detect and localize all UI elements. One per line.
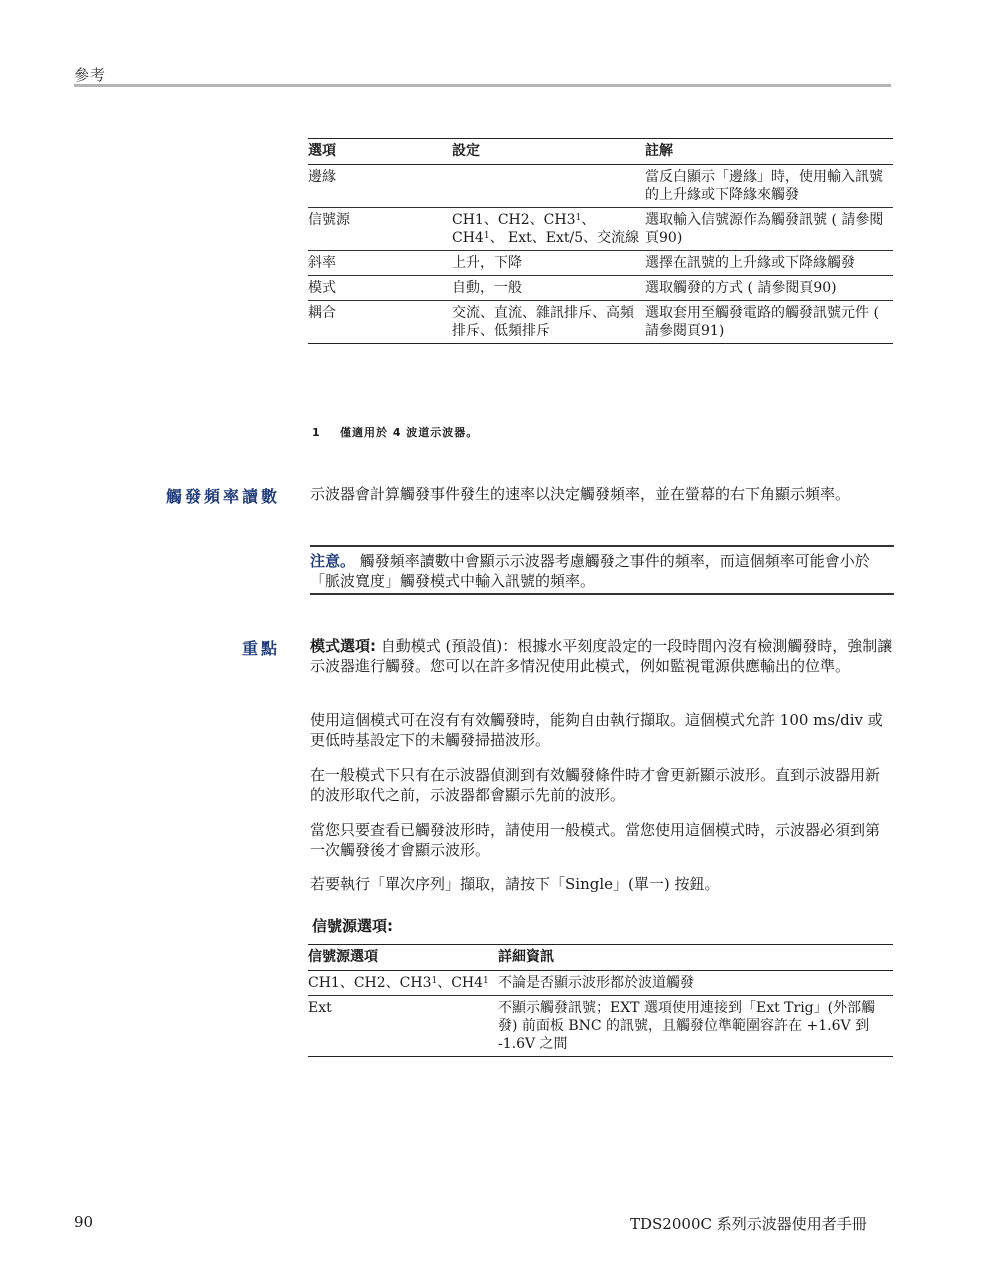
note-bottom-rule — [310, 593, 894, 595]
setting-cell: CH1、CH2、$CH3^1$、$CH4^1$、 Ext、Ext/5、交流線 — [452, 212, 640, 246]
running-header: 參考 — [74, 66, 107, 84]
header-rule — [74, 84, 891, 87]
mode-options-text: 自動模式 (預設值)：根據水平刻度設定的一段時間內沒有檢測觸發時，強制讓示波器進行觸發。您可以在許多情況使用此模式，例如監視電源供應輸出的位準。 — [310, 637, 893, 675]
table-row — [308, 276, 893, 301]
table-header-row — [308, 945, 893, 971]
column-header: 設定 — [452, 143, 480, 159]
note-cell: 選擇在訊號的上升緣或下降緣觸發 — [645, 255, 855, 271]
note-text: 觸發頻率讀數中會顯示示波器考慮觸發之事件的頻率，而這個頻率可能會小於「脈波寬度」觸發模式中輸入訊號的頻率。 — [310, 552, 870, 590]
detail-cell: 不顯示觸發訊號；EXT 選項使用連接到「Ext Trig」(外部觸發) 前面板 BNC 的訊號，且觸發位準範圍容許在 +1.6V 到 -1.6V 之間 — [498, 1000, 876, 1052]
footnote-ref: 1 — [575, 213, 582, 223]
footnote-text: 僅適用於 4 波道示波器。 — [339, 426, 479, 439]
option-cell: 信號源 — [308, 212, 350, 228]
normal-mode-paragraph: 在一般模式下只有在示波器偵測到有效觸發條件時才會更新顯示波形。直到示波器用新的波形取代之前，示波器都會顯示先前的波形。 — [310, 766, 881, 804]
footnote-ref: 1 — [483, 231, 490, 241]
column-header: 註解 — [645, 143, 673, 159]
source-cell: Ext — [308, 1000, 332, 1016]
source-cell: CH1、CH2、$CH3^1$、$CH4^1$ — [308, 975, 489, 991]
note-cell: 選取觸發的方式 ( 請參閱頁90) — [645, 280, 837, 296]
source-options-heading: 信號源選項: — [312, 917, 393, 935]
auto-mode-paragraph: 使用這個模式可在沒有有效觸發時，能夠自由執行擷取。這個模式允許 100 ms/div 或更低時基設定下的未觸發掃描波形。 — [310, 711, 883, 749]
table-row — [308, 208, 893, 251]
column-header: 信號源選項 — [308, 949, 378, 965]
table-footnote — [312, 424, 478, 440]
note-top-rule — [310, 545, 894, 547]
setting-cell: 自動，一般 — [452, 280, 522, 296]
setting-cell: 上升，下降 — [452, 255, 522, 271]
detail-cell: 不論是否顯示波形都於波道觸發 — [498, 975, 694, 991]
note-cell: 選取套用至觸發電路的觸發訊號元件 ( 請參閱頁91) — [645, 305, 879, 339]
table-row — [308, 165, 893, 208]
manual-title: TDS2000C 系列示波器使用者手冊 — [630, 1215, 867, 1233]
trigger-frequency-paragraph: 示波器會計算觸發事件發生的速率以決定觸發頻率，並在螢幕的右下角顯示頻率。 — [310, 485, 851, 503]
footnote-marker: 1 — [312, 426, 321, 439]
table-row — [308, 996, 893, 1057]
option-cell: 耦合 — [308, 305, 336, 321]
mode-options-paragraph — [310, 636, 894, 676]
normal-mode-usage-paragraph: 當您只要查看已觸發波形時，請使用一般模式。當您使用這個模式時，示波器必須到第一次觸發後才會顯示波形。 — [310, 821, 881, 859]
page-number: 90 — [74, 1213, 94, 1231]
single-sequence-paragraph: 若要執行「單次序列」擷取，請按下「Single」(單一) 按鈕。 — [310, 875, 720, 893]
trigger-options-table — [308, 138, 893, 344]
table-row — [308, 251, 893, 276]
note-cell: 當反白顯示「邊緣」時，使用輸入訊號的上升緣或下降緣來觸發 — [645, 169, 883, 203]
note-label: 注意。 — [310, 552, 356, 570]
setting-cell — [452, 165, 645, 208]
column-header: 詳細資訊 — [498, 949, 554, 965]
table-header-row — [308, 139, 893, 165]
column-header: 選項 — [308, 143, 336, 159]
mode-options-label: 模式選項: — [310, 637, 376, 655]
note-box — [310, 551, 894, 591]
source-options-table — [308, 944, 893, 1057]
note-cell: 選取輸入信號源作為觸發訊號 ( 請參閱頁90) — [645, 212, 884, 246]
section-heading-trigger-frequency: 觸發頻率讀數 — [165, 487, 280, 506]
footnote-ref: 1 — [483, 976, 489, 986]
option-cell: 斜率 — [308, 255, 336, 271]
option-cell: 邊緣 — [308, 169, 336, 185]
section-heading-key-points: 重點 — [241, 639, 280, 658]
footnote-ref: 1 — [431, 976, 438, 986]
table-row — [308, 971, 893, 996]
table-row — [308, 301, 893, 344]
option-cell: 模式 — [308, 280, 336, 296]
setting-cell: 交流、直流、雜訊排斥、高頻排斥、低頻排斥 — [452, 305, 634, 339]
